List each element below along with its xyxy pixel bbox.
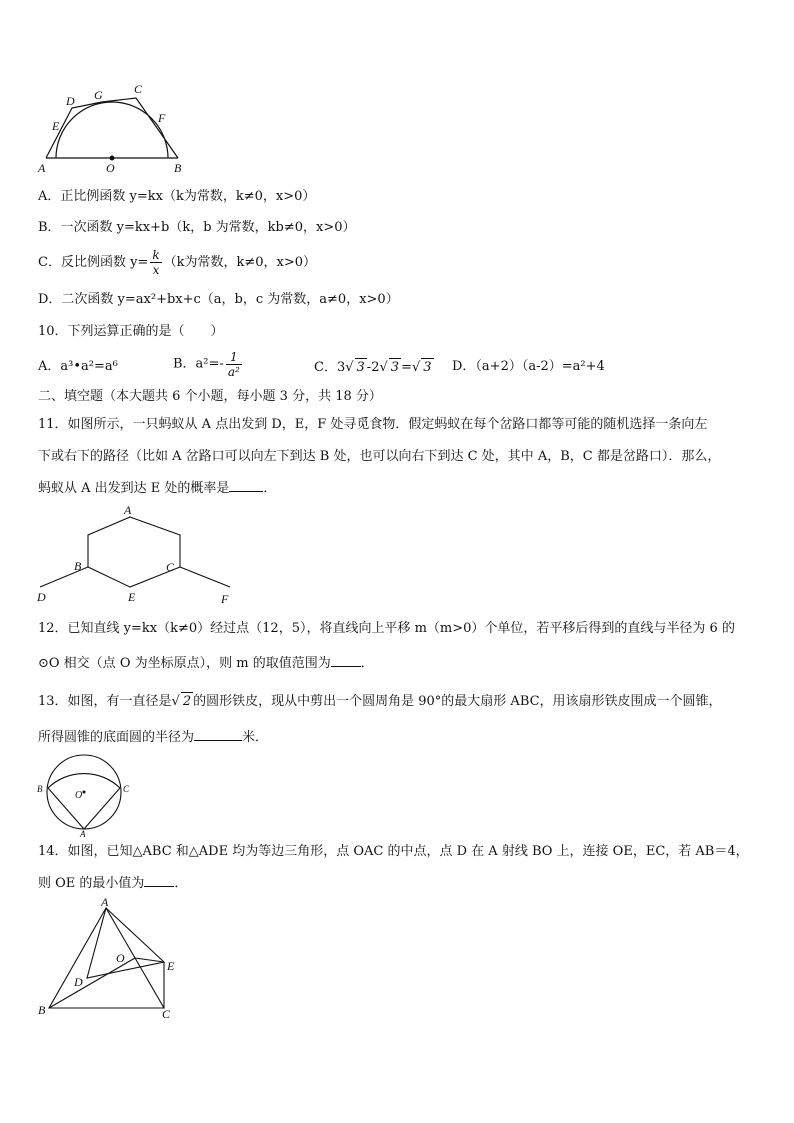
option-10c-equals: = [401, 360, 412, 375]
semicircle-figure [36, 80, 186, 176]
answer-blank [144, 886, 174, 887]
circle-sector-figure [34, 752, 134, 838]
label-E: E [128, 590, 136, 604]
option-10b-prefix: B．a²=- [173, 356, 224, 372]
question-11-line1: 11．如图所示，一只蚂蚁从 A 点出发到 D，E，F 处寻觅食物．假定蚂蚁在每个岔路口都等可能的随机选择一条向左 [38, 417, 708, 432]
radicand-3: 3 [423, 360, 432, 375]
option-10a: A．a³•a²=a⁶ [38, 359, 118, 374]
fraction-numerator: k [152, 248, 160, 262]
option-10c-minus: -2 [366, 360, 380, 375]
question-13-text: 所得圆锥的底面圆的半径为 [38, 730, 195, 745]
triangles-figure [34, 896, 184, 1022]
question-10-stem: 10．下列运算正确的是（ ） [38, 324, 224, 339]
option-9c-prefix: C．反比例函数 y= [38, 255, 149, 270]
fraction-denominator: a² [227, 365, 240, 379]
question-14-text: 则 OE 的最小值为 [38, 876, 145, 891]
question-14-line2 [38, 875, 187, 893]
radicand-2: 3 [390, 360, 400, 375]
section-heading: 二、填空题（本大题共 6 个小题，每小题 3 分，共 18 分） [38, 389, 382, 404]
option-9c [38, 248, 316, 278]
label-F: F [221, 592, 229, 606]
label-C: C [166, 560, 175, 574]
option-9c-suffix: （k为常数，k≠0，x>0） [163, 255, 317, 270]
fraction-k-over-x [150, 248, 161, 277]
question-14-line1: 14．如图，已知△ABC 和△ADE 均为等边三角形，点 OAC 的中点，点 D 在 A 射线 BO 上，连接 OE，EC，若 AB＝4， [38, 844, 749, 859]
label-D: D [66, 94, 75, 108]
fraction-1-over-a2 [226, 350, 242, 379]
option-10c: C．3√ 3 -2√ 3 =√ 3 [314, 360, 432, 375]
label-B: B [74, 559, 82, 573]
radicand-1: 3 [356, 360, 365, 375]
question-11-line3 [38, 480, 276, 498]
label-O: O [106, 161, 115, 175]
label-D: D [37, 590, 46, 604]
label-B: B [174, 161, 182, 175]
fraction-numerator: 1 [226, 350, 242, 365]
label-E: E [52, 119, 60, 133]
option-10c-prefix: C．3 [314, 360, 346, 375]
label-O: O [116, 951, 125, 965]
option-9b: B．一次函数 y=kx+b（k，b 为常数，kb≠0，x>0） [38, 220, 356, 235]
question-13-suffix: 的圆形铁皮，现从中剪出一个圆周角是 90°的最大扇形 ABC，用该扇形铁皮围成一个圆锥， [193, 694, 722, 709]
label-A: A [38, 161, 46, 175]
label-C: C [123, 784, 130, 794]
question-14-period: ． [174, 876, 188, 891]
answer-blank [194, 740, 242, 741]
label-D: D [74, 975, 83, 989]
hexagon-path-figure [34, 503, 234, 607]
label-B: B [37, 784, 43, 794]
question-12-text: ⊙O 相交（点 O 为坐标原点），则 m 的取值范围为 [38, 656, 331, 671]
answer-blank [229, 491, 263, 492]
option-9a: A．正比例函数 y=kx（k为常数，k≠0，x>0） [38, 189, 316, 204]
label-G: G [94, 88, 103, 102]
option-9d: D．二次函数 y=ax²+bx+c（a，b，c 为常数，a≠0，x>0） [38, 292, 399, 307]
question-10-options [38, 352, 758, 382]
label-A: A [101, 896, 109, 909]
question-13-prefix: 13．如图，有一直径是 [38, 694, 172, 709]
label-E: E [167, 959, 175, 973]
question-12-line2 [38, 655, 374, 673]
label-C: C [162, 1007, 171, 1021]
label-A: A [80, 829, 86, 838]
label-F: F [158, 111, 166, 125]
question-12-line1: 12．已知直线 y=kx（k≠0）经过点（12，5），将直线向上平移 m（m>0）个单位，若平移后得到的直线与半径为 6 的 [38, 621, 735, 636]
question-13-line1: 13．如图，有一直径是√ 2 的圆形铁皮，现从中剪出一个圆周角是 90°的最大扇形 ABC，用该扇形铁皮围成一个圆锥， [38, 694, 722, 709]
answer-blank [331, 666, 361, 667]
label-C: C [134, 82, 143, 96]
question-12-period: ． [360, 656, 374, 671]
label-A: A [124, 503, 132, 517]
option-10d: D．（a+2）（a-2）=a²+4 [452, 359, 605, 374]
question-13-unit: 米． [242, 730, 269, 745]
question-11-period: ． [263, 481, 277, 496]
radicand: 2 [182, 694, 192, 709]
question-11-text: 蚂蚁从 A 出发到达 E 处的概率是 [38, 481, 230, 496]
label-B: B [38, 1003, 46, 1017]
fraction-denominator: x [152, 263, 160, 277]
option-10b [173, 350, 244, 379]
question-11-line2: 下或右下的路径（比如 A 岔路口可以向左下到达 B 处，也可以向右下到达 C 处，其中 A，B，C 都是岔路口）．那么， [38, 449, 721, 464]
question-13-line2 [38, 729, 268, 747]
label-O: O [75, 790, 83, 801]
